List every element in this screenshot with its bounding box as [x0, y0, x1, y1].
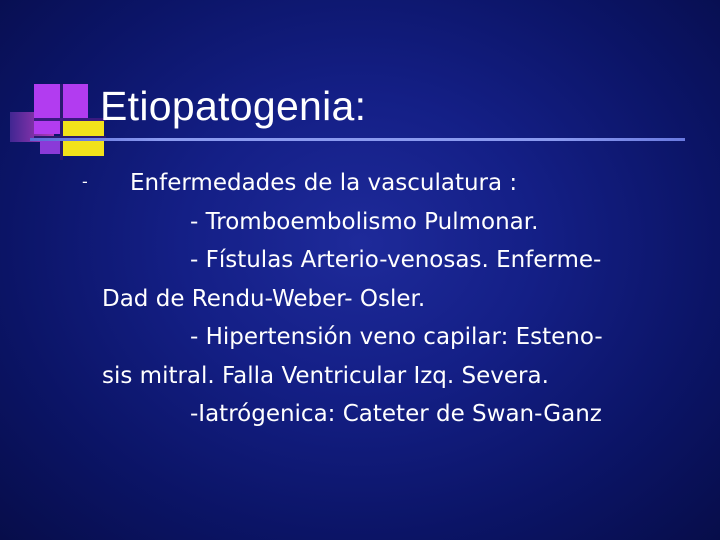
bullet-marker: - — [82, 172, 88, 191]
slide-body — [102, 164, 702, 434]
vertical-line-decoration — [60, 84, 63, 160]
slide-title: Etiopatogenia: — [100, 83, 367, 129]
body-line-1: Enfermedades de la vasculatura : — [130, 170, 518, 196]
title-underline — [30, 138, 685, 141]
body-line-4: Dad de Rendu-Weber- Osler. — [102, 285, 426, 312]
horizontal-line-decoration — [34, 118, 106, 121]
body-line-6: sis mitral. Falla Ventricular Izq. Severa. — [102, 362, 549, 389]
body-line-3: - Fístulas Arterio-venosas. Enferme- — [190, 247, 602, 273]
body-line-5: - Hipertensión veno capilar: Esteno- — [190, 324, 603, 350]
body-line-2: - Tromboembolismo Pulmonar. — [190, 208, 539, 235]
body-line-7: -Iatrógenica: Cateter de Swan-Ganz — [190, 401, 602, 427]
